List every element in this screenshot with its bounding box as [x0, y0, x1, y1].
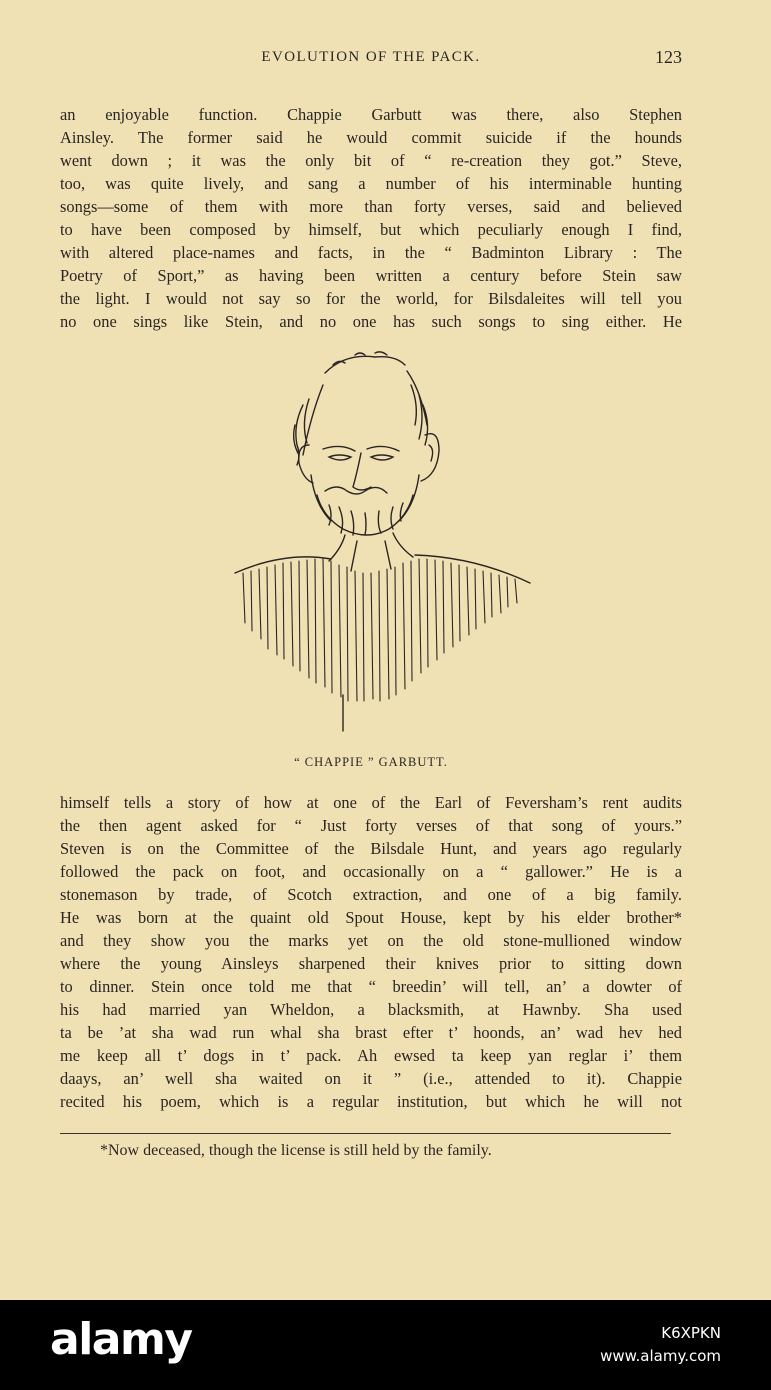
text-line: stonemason by trade, of Scotch extraction, and one of a big family. — [60, 885, 682, 904]
text-line: too, was quite lively, and sang a number of his interminable hunting — [60, 174, 682, 193]
text-line: went down ; it was the only bit of “ re-creation they got.” Steve, — [60, 151, 682, 170]
watermark-bar — [0, 1300, 771, 1390]
text-line: the then agent asked for “ Just forty verses of that song of yours.” — [60, 816, 682, 835]
watermark-image-id: K6XPKN — [661, 1324, 721, 1342]
text-line: to have been composed by himself, but which peculiarly enough I find, — [60, 220, 682, 239]
footnote-rule — [60, 1133, 671, 1134]
text-line: recited his poem, which is a regular institution, but which he will not — [60, 1092, 682, 1111]
running-head — [60, 49, 682, 73]
text-line: Steven is on the Committee of the Bilsdale Hunt, and years ago regularly — [60, 839, 682, 858]
text-line: and they show you the marks yet on the old stone-mullioned window — [60, 931, 682, 950]
watermark-logo: alamy — [50, 1314, 192, 1365]
portrait-sketch — [225, 345, 540, 735]
paragraph-bottom — [60, 791, 682, 1113]
paragraph-top — [60, 103, 682, 333]
text-line: He was born at the quaint old Spout House, kept by his elder brother* — [60, 908, 682, 927]
text-line: with altered place-names and facts, in the “ Badminton Library : The — [60, 243, 682, 262]
text-line: to dinner. Stein once told me that “ breedin’ will tell, an’ a dowter of — [60, 977, 682, 996]
text-line: his had married yan Wheldon, a blacksmith, at Hawnby. Sha used — [60, 1000, 682, 1019]
figure-caption: “ CHAPPIE ” GARBUTT. — [294, 755, 448, 769]
running-head-title: EVOLUTION OF THE PACK. — [261, 49, 481, 65]
text-line: an enjoyable function. Chappie Garbutt was there, also Stephen — [60, 105, 682, 124]
text-line: Ainsley. The former said he would commit suicide if the hounds — [60, 128, 682, 147]
text-line: himself tells a story of how at one of the Earl of Feversham’s rent audits — [60, 793, 682, 812]
portrait-illustration — [225, 345, 540, 735]
footnote: *Now deceased, though the license is still held by the family. — [100, 1142, 492, 1159]
watermark-info — [600, 1322, 721, 1368]
watermark-url: www.alamy.com — [600, 1347, 721, 1365]
text-line: ta be ’at sha wad run whal sha brast efter t’ hoonds, an’ wad hev hed — [60, 1023, 682, 1042]
text-line: daays, an’ well sha waited on it ” (i.e., attended to it). Chappie — [60, 1069, 682, 1088]
text-line: followed the pack on foot, and occasionally on a “ gallower.” He is a — [60, 862, 682, 881]
page-number: 123 — [655, 47, 682, 67]
text-line: songs—some of them with more than forty verses, said and believed — [60, 197, 682, 216]
text-line: no one sings like Stein, and no one has such songs to sing either. He — [60, 312, 682, 331]
text-line: Poetry of Sport,” as having been written a century before Stein saw — [60, 266, 682, 285]
text-line: the light. I would not say so for the world, for Bilsdaleites will tell you — [60, 289, 682, 308]
text-line: me keep all t’ dogs in t’ pack. Ah ewsed ta keep yan reglar i’ them — [60, 1046, 682, 1065]
text-line: where the young Ainsleys sharpened their knives prior to sitting down — [60, 954, 682, 973]
